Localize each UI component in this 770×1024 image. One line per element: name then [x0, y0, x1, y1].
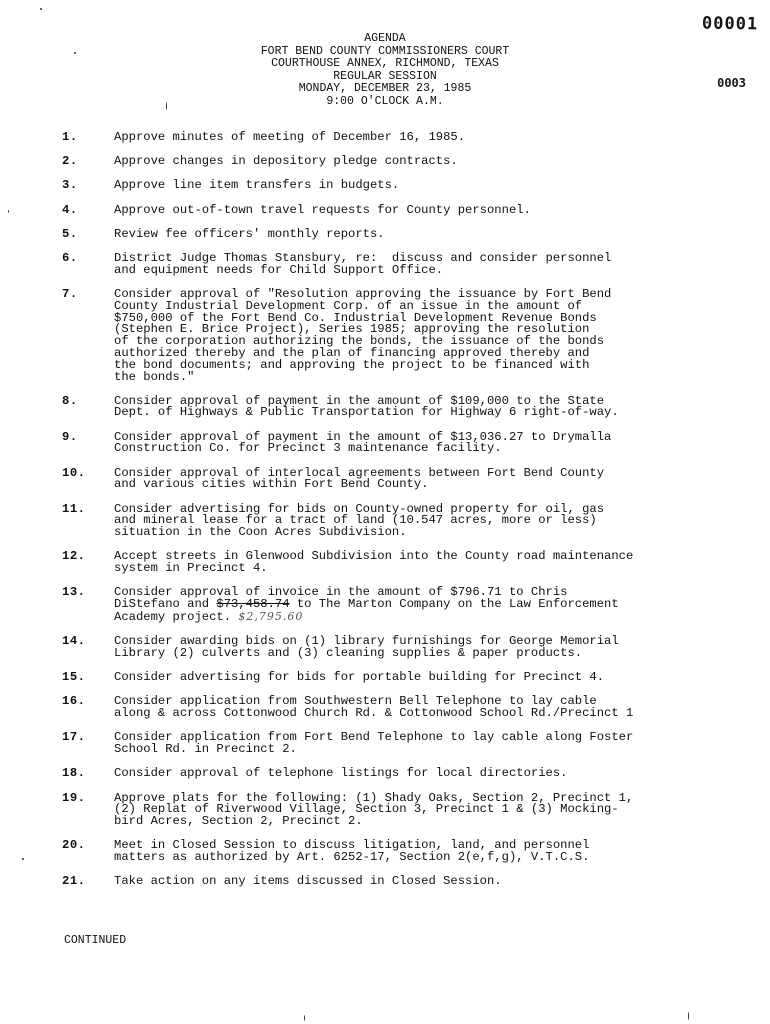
- agenda-item: [62, 696, 768, 720]
- item-text: Consider awarding bids on (1) library furnishings for George Memorial Library (2) culverts and (3) cleaning supplies & paper products.: [114, 634, 619, 660]
- item-text: Approve minutes of meeting of December 16, 1985.: [114, 130, 466, 144]
- item-text: Consider approval of telephone listings for local directories.: [114, 766, 568, 781]
- item-text-fragment: to The Marton Company on the Law Enforcement: [289, 597, 619, 612]
- agenda-header: [0, 33, 770, 108]
- item-number: 18.: [62, 766, 86, 781]
- agenda-item-list: [62, 132, 768, 900]
- item-text: Consider approval of "Resolution approving the issuance by Fort Bend County Industrial Development Corp. of an issue in the amount of $750,000 of the Fort Bend Co. Industrial Development Revenue Bonds (Stephen E. Brice Project), Series 1985; approving the resolution of the corporation authorizing the bonds, the issuance of the bonds authorized thereby and the plan of financing approved thereby and the bond documents; and approving the project to be financed with the bonds.": [114, 286, 612, 384]
- item-number: 7.: [62, 286, 78, 301]
- item-text-fragment: DiStefano and: [114, 597, 217, 612]
- header-date: MONDAY, DECEMBER 23, 1985: [298, 82, 472, 95]
- agenda-item: [62, 840, 768, 864]
- item-number: 8.: [62, 393, 78, 408]
- agenda-item: [62, 180, 768, 192]
- page-number-stamp: 0003: [717, 76, 746, 90]
- document-number-stamp: 00001: [701, 13, 759, 35]
- agenda-item: [62, 876, 768, 888]
- agenda-item: [62, 286, 768, 384]
- item-text: Approve out-of-town travel requests for County personnel.: [114, 202, 531, 217]
- item-text: Consider application from Fort Bend Telephone to lay cable along Foster School Rd. in Precinct 2.: [114, 730, 634, 757]
- item-number: 1.: [62, 130, 78, 144]
- header-time: 9:00 O'CLOCK A.M.: [326, 94, 444, 108]
- item-text-line: Academy project.: [114, 610, 232, 624]
- agenda-item: [62, 501, 768, 540]
- agenda-item: [62, 429, 768, 456]
- item-number: 14.: [62, 634, 86, 649]
- item-number: 9.: [62, 429, 78, 444]
- item-number: 17.: [62, 730, 86, 745]
- item-text-line: Consider approval of invoice in the amount of $796.71 to Chris: [114, 585, 568, 600]
- agenda-item: [62, 790, 768, 829]
- agenda-item: [62, 768, 768, 780]
- item-number: 21.: [62, 874, 86, 889]
- item-text: Consider advertising for bids on County-owned property for oil, gas and mineral lease for a tract of land (10.547 acres, more or less) situation in the Coon Acres Subdivision.: [114, 501, 605, 540]
- agenda-item: [62, 587, 768, 623]
- item-number: 16.: [62, 694, 86, 709]
- item-text: Consider approval of payment in the amount of $109,000 to the State Dept. of Highways & Public Transportation for Highway 6 right-of-way.: [114, 393, 619, 420]
- agenda-item: [62, 732, 768, 756]
- agenda-item: [62, 551, 768, 575]
- scan-speck: [688, 1012, 689, 1020]
- item-number: 15.: [62, 670, 86, 685]
- struck-amount: $73,458.74: [216, 597, 290, 612]
- item-text: Approve plats for the following: (1) Shady Oaks, Section 2, Precinct 1, (2) Replat of Riverwood Village, Section 3, Precinct 1 & (3) Mocking- bird Acres, Section 2, Precinct 2.: [114, 790, 634, 829]
- scan-speck: [166, 102, 167, 110]
- agenda-item: [62, 132, 768, 144]
- item-text: District Judge Thomas Stansbury, re: discuss and consider personnel and equipment needs for Child Support Office.: [114, 250, 612, 277]
- handwritten-amount: $2,795.60: [238, 610, 304, 623]
- item-number: 20.: [62, 838, 86, 853]
- item-number: 6.: [62, 250, 78, 265]
- item-number: 5.: [62, 226, 78, 241]
- item-text: Consider approval of payment in the amount of $13,036.27 to Drymalla Construction Co. for Precinct 3 maintenance facility.: [114, 429, 612, 456]
- continued-label: CONTINUED: [64, 934, 127, 947]
- item-text: Meet in Closed Session to discuss litigation, land, and personnel matters as authorized by Art. 6252-17, Section 2(e,f,g), V.T.C.S.: [114, 838, 590, 865]
- header-title: AGENDA: [364, 32, 406, 45]
- agenda-item: [62, 156, 768, 168]
- scan-speck: [8, 210, 9, 213]
- item-text: [114, 587, 768, 623]
- agenda-item: [62, 636, 768, 660]
- item-text: Take action on any items discussed in Closed Session.: [114, 874, 502, 889]
- item-number: 11.: [62, 501, 86, 516]
- scan-speck: [74, 52, 76, 54]
- item-number: 12.: [62, 549, 86, 564]
- scan-speck: [22, 858, 24, 860]
- item-text: Consider advertising for bids for portable building for Precinct 4.: [114, 670, 605, 685]
- header-court: FORT BEND COUNTY COMMISSIONERS COURT: [260, 44, 510, 58]
- item-text: Review fee officers' monthly reports.: [114, 226, 385, 241]
- item-number: 19.: [62, 790, 86, 805]
- scan-speck: [40, 8, 42, 10]
- item-number: 13.: [62, 585, 86, 600]
- item-number: 10.: [62, 465, 86, 480]
- item-text: Consider approval of interlocal agreements between Fort Bend County and various cities within Fort Bend County.: [114, 465, 605, 492]
- agenda-item: [62, 672, 768, 684]
- agenda-item: [62, 202, 768, 217]
- item-text: Approve changes in depository pledge contracts.: [114, 154, 458, 169]
- agenda-item: [62, 226, 768, 241]
- header-location: COURTHOUSE ANNEX, RICHMOND, TEXAS: [271, 57, 499, 70]
- header-session: REGULAR SESSION: [333, 69, 437, 83]
- agenda-item: [62, 250, 768, 277]
- item-text: Accept streets in Glenwood Subdivision into the County road maintenance system in Precinct 4.: [114, 549, 634, 576]
- item-number: 2.: [62, 154, 78, 169]
- item-number: 4.: [62, 202, 78, 217]
- agenda-item: [62, 465, 768, 492]
- item-text: Consider application from Southwestern Bell Telephone to lay cable along & across Cottonwood Church Rd. & Cottonwood School Rd./Precinct 1: [114, 694, 634, 721]
- item-text: Approve line item transfers in budgets.: [114, 178, 400, 193]
- item-number: 3.: [62, 178, 78, 193]
- scan-speck: [304, 1015, 305, 1021]
- agenda-item: [62, 393, 768, 420]
